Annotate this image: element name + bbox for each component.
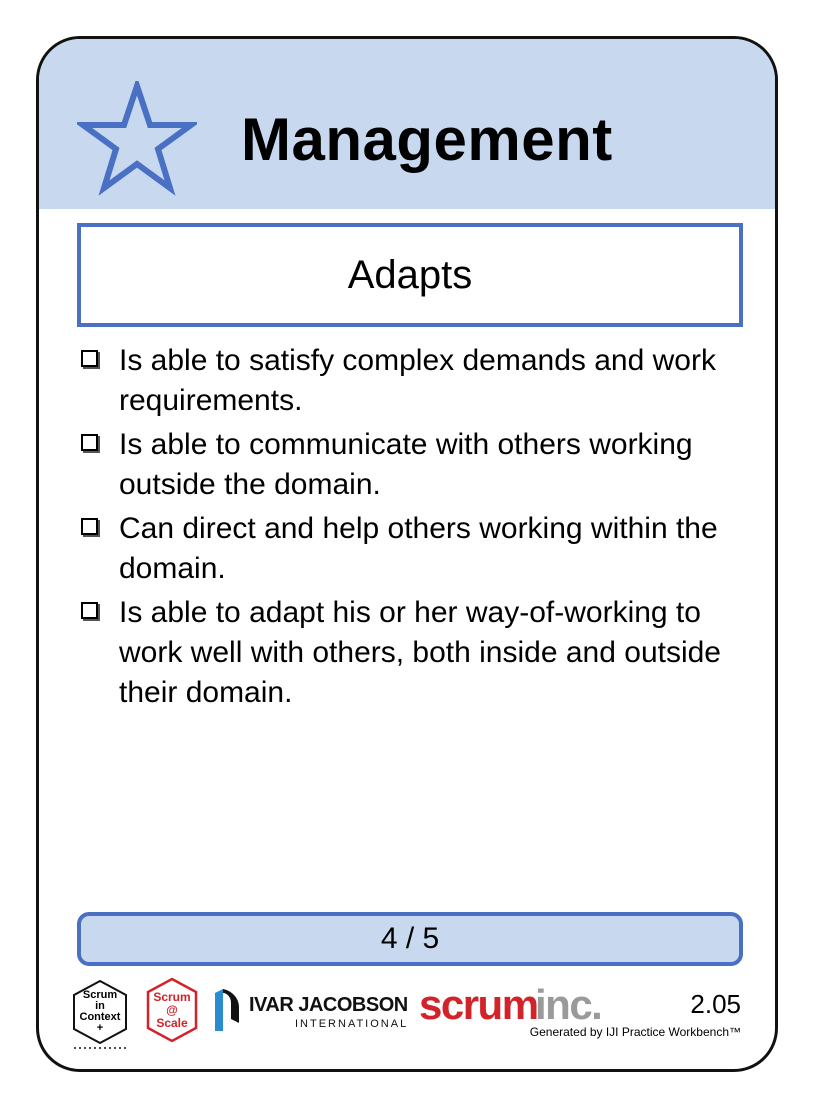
ivar-main-text: IVAR JACOBSON xyxy=(249,994,408,1016)
state-box xyxy=(77,223,743,327)
checklist-item-text: Can direct and help others working within the domain. xyxy=(119,512,718,585)
sic-word-3: Context xyxy=(79,1011,121,1023)
checkbox[interactable] xyxy=(81,434,98,451)
checkbox[interactable] xyxy=(81,350,98,367)
practice-card xyxy=(36,36,778,1072)
sic-word-1: Scrum xyxy=(82,989,118,1001)
checklist-item-text: Is able to satisfy complex demands and work requirements. xyxy=(119,344,716,417)
sas-word-2: @ xyxy=(166,1003,178,1017)
state-counter: 4 / 5 xyxy=(380,922,440,955)
checklist-item-text: Is able to communicate with others working outside the domain. xyxy=(119,428,693,501)
card-header xyxy=(39,39,775,209)
card-footer xyxy=(39,973,775,1072)
checklist-item xyxy=(79,341,749,421)
checklist-item xyxy=(79,593,749,713)
sic-word-4: + xyxy=(96,1022,104,1034)
checklist-item xyxy=(79,509,749,589)
sas-word-3: Scale xyxy=(156,1016,188,1030)
ivar-jacobson-logo xyxy=(209,985,409,1033)
generated-by: Generated by IJI Practice Workbench™ xyxy=(529,1025,741,1039)
star-icon xyxy=(77,81,197,196)
checklist-item xyxy=(79,425,749,505)
state-title: Adapts xyxy=(347,252,473,297)
card-version: 2.05 xyxy=(690,989,741,1019)
scrum-inc-right: inc. xyxy=(535,981,602,1028)
scrum-in-context-logo xyxy=(71,979,129,1051)
checklist xyxy=(79,341,749,717)
checklist-item-text: Is able to adapt his or her way-of-working to work well with others, both inside and outside their domain. xyxy=(119,596,721,709)
state-counter-bar xyxy=(77,912,743,966)
card-title: Management xyxy=(241,106,613,173)
sic-word-2: in xyxy=(95,1000,105,1012)
sas-word-1: Scrum xyxy=(153,990,191,1004)
checkbox[interactable] xyxy=(81,602,98,619)
scrum-inc-logo xyxy=(419,979,619,1031)
scrum-at-scale-logo xyxy=(145,977,199,1043)
ivar-sub-text: INTERNATIONAL xyxy=(295,1018,409,1030)
scrum-inc-left: scrum xyxy=(419,981,538,1028)
checkbox[interactable] xyxy=(81,518,98,535)
